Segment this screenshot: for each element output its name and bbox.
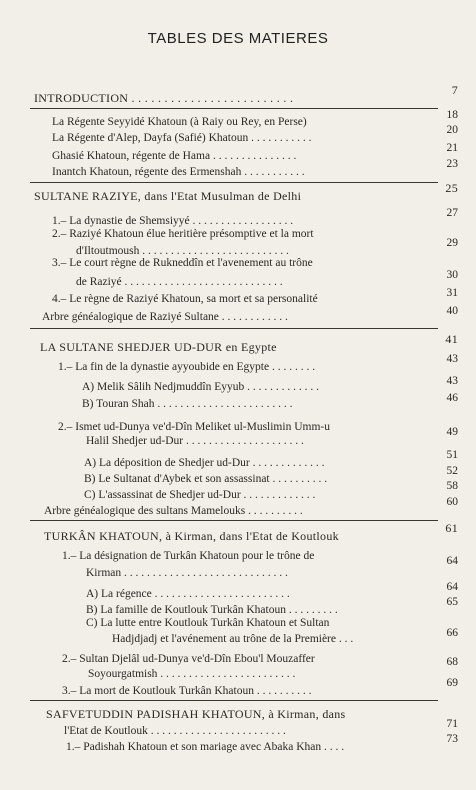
toc-entry bbox=[0, 677, 476, 698]
toc-entry-page: 7 bbox=[451, 83, 458, 97]
toc-entry bbox=[0, 652, 476, 666]
toc-entry-page: 23 bbox=[446, 158, 458, 170]
toc-entry-text: A) Melik Sâlih Nedjmuddîn Eyyub . . . . . . . . . . . . . bbox=[82, 381, 320, 393]
toc-entry bbox=[0, 465, 476, 486]
toc-entry-page: 25 bbox=[445, 181, 458, 195]
toc-entry bbox=[0, 124, 476, 145]
toc-entry-page: 58 bbox=[446, 480, 458, 492]
toc-entry bbox=[0, 181, 476, 203]
toc-entry-text: 1.– La fin de la dynastie ayyoubide en Egypte . . . . . . . . bbox=[58, 361, 316, 373]
toc-entry-page: 66 bbox=[446, 627, 458, 639]
toc-entry-text: 4.– Le règne de Raziyé Khatoun, sa mort et sa personalité bbox=[52, 293, 318, 305]
toc-entry-text: B) Touran Shah . . . . . . . . . . . . . . . . . . . . . . . . bbox=[82, 398, 293, 410]
toc-entry-text: 1.– Padishah Khatoun et son mariage avec Abaka Khan . . . . bbox=[66, 741, 345, 753]
toc-entry-page: 68 bbox=[446, 656, 458, 668]
toc-entry-text: 2.– Sultan Djelâl ud-Dunya ve'd-Dîn Ebou'l Mouzaffer bbox=[62, 653, 315, 665]
section-divider bbox=[30, 700, 438, 701]
toc-entry bbox=[0, 207, 476, 228]
toc-entry-text: d'Iltoutmoush . . . . . . . . . . . . . . . . . . . . . . . . . . bbox=[76, 245, 289, 257]
toc-entry bbox=[0, 596, 476, 617]
toc-entry bbox=[0, 616, 476, 630]
toc-entry bbox=[0, 392, 476, 411]
toc-entry bbox=[0, 449, 476, 470]
toc-entry-text: de Raziyé . . . . . . . . . . . . . . . . . . . . . . . . . . . . bbox=[76, 276, 283, 288]
toc-entry-text: Soyourgatmish . . . . . . . . . . . . . . . . . . . . . . . . bbox=[88, 668, 296, 680]
toc-entry-text: SULTANE RAZIYE, dans l'Etat Musulman de Delhi bbox=[34, 189, 302, 203]
toc-entry-text: A) La déposition de Shedjer ud-Dur . . . . . . . . . . . . . bbox=[84, 457, 325, 469]
page-title: TABLES DES MATIERES bbox=[147, 30, 329, 47]
toc-entry bbox=[0, 707, 476, 721]
toc-entry-page: 46 bbox=[446, 392, 458, 404]
toc-entry bbox=[0, 109, 476, 129]
toc-entry-text: Arbre généalogique de Raziyé Sultane . . . . . . . . . . . . bbox=[42, 311, 288, 323]
toc-entry bbox=[0, 581, 476, 601]
toc-entry-page: 21 bbox=[446, 142, 458, 154]
toc-entry bbox=[0, 733, 476, 754]
toc-entry bbox=[0, 332, 476, 354]
section-divider bbox=[30, 328, 438, 329]
section-divider bbox=[30, 182, 438, 183]
toc-entry bbox=[0, 269, 476, 289]
toc-entry-page: 65 bbox=[446, 596, 458, 608]
toc-entry-text: La Régente d'Alep, Dayfa (Safié) Khatoun . . . . . . . . . . . bbox=[52, 132, 312, 144]
toc-entry-text: Halil Shedjer ud-Dur . . . . . . . . . . . . . . . . . . . . . bbox=[86, 435, 304, 447]
toc-entry-text: B) La famille de Koutlouk Turkân Khatoun . . . . . . . . . bbox=[86, 604, 338, 616]
toc-entry-page: 41 bbox=[445, 332, 458, 346]
toc-entry-text: C) L'assassinat de Shedjer ud-Dur . . . . . . . . . . . . . bbox=[84, 489, 316, 501]
toc-entry bbox=[0, 420, 476, 434]
toc-entry-text: Arbre généalogique des sultans Mamelouks . . . . . . . . . . bbox=[44, 505, 303, 517]
toc-entry-page: 52 bbox=[446, 465, 458, 477]
toc-entry-text: 3.– La mort de Koutlouk Turkân Khatoun . . . . . . . . . . bbox=[62, 685, 312, 697]
toc-entry-page: 61 bbox=[445, 521, 458, 535]
toc-entry-page: 18 bbox=[446, 109, 458, 121]
toc-entry-page: 71 bbox=[446, 718, 458, 730]
toc-entry-text: Hadjdjadj et l'avénement au trône de la Première . . . bbox=[112, 633, 354, 645]
toc-entry bbox=[0, 158, 476, 179]
toc-entry bbox=[0, 480, 476, 502]
toc-entry bbox=[0, 353, 476, 374]
toc-entry bbox=[0, 375, 476, 394]
toc-entry-text: La Régente Seyyidé Khatoun (à Raiy ou Rey, en Perse) bbox=[52, 116, 307, 128]
toc-entry-page: 43 bbox=[446, 375, 458, 387]
toc-entry-text: LA SULTANE SHEDJER UD-DUR en Egypte bbox=[40, 340, 277, 354]
toc-entry bbox=[0, 227, 476, 241]
toc-entry bbox=[0, 496, 476, 518]
toc-entry-text: TURKÂN KHATOUN, à Kirman, dans l'Etat de Koutlouk bbox=[44, 529, 339, 543]
toc-entry bbox=[0, 718, 476, 738]
toc-entry-page: 43 bbox=[446, 353, 458, 365]
toc-entry bbox=[0, 521, 476, 543]
toc-entry-page: 69 bbox=[446, 677, 458, 689]
toc-entry bbox=[0, 627, 476, 646]
toc-entry-text: Kirman . . . . . . . . . . . . . . . . . . . . . . . . . . . . . bbox=[86, 567, 288, 579]
toc-entry bbox=[0, 287, 476, 306]
toc-entry-page: 60 bbox=[446, 496, 458, 508]
section-divider bbox=[30, 108, 438, 109]
toc-entry bbox=[0, 305, 476, 324]
toc-entry-text: B) Le Sultanat d'Aybek et son assassinat . . . . . . . . . . bbox=[84, 473, 328, 485]
toc-entry-page: 30 bbox=[446, 269, 458, 281]
toc-entry-page: 29 bbox=[446, 237, 458, 249]
toc-entry bbox=[0, 83, 476, 105]
toc-entry-text: C) La lutte entre Koutlouk Turkân Khatoun et Sultan bbox=[86, 617, 330, 629]
toc-entry-page: 64 bbox=[446, 581, 458, 593]
toc-entry-text: l'Etat de Koutlouk . . . . . . . . . . . . . . . . . . . . . . . . bbox=[64, 725, 286, 737]
toc-entry-text: 1.– La dynastie de Shemsiyyé . . . . . . . . . . . . . . . . . . bbox=[52, 215, 294, 227]
toc-entry bbox=[0, 549, 476, 563]
toc-entry-text: Inantch Khatoun, régente des Ermenshah . . . . . . . . . . . bbox=[52, 166, 305, 178]
toc-entry-text: 2.– Ismet ud-Dunya ve'd-Dîn Meliket ul-Muslimin Umm-u bbox=[58, 421, 330, 433]
toc-entry-page: 49 bbox=[446, 426, 458, 438]
toc-entry-page: 31 bbox=[446, 287, 458, 299]
toc-entry-page: 51 bbox=[446, 449, 458, 461]
toc-entry-page: 73 bbox=[446, 733, 458, 745]
toc-entry-text: 3.– Le court règne de Rukneddîn et l'avenement au trône bbox=[52, 257, 313, 269]
toc-entry-text: 2.– Raziyé Khatoun élue heritière présomptive et la mort bbox=[52, 228, 314, 240]
toc-entry-text: A) La régence . . . . . . . . . . . . . . . . . . . . . . . . bbox=[86, 588, 290, 600]
toc-entry-text: Ghasié Khatoun, régente de Hama . . . . . . . . . . . . . . . bbox=[52, 150, 297, 162]
toc-entry-page: 40 bbox=[446, 305, 458, 317]
toc-entry-page: 64 bbox=[446, 555, 458, 567]
toc-entry-page: 27 bbox=[446, 207, 458, 219]
toc-entry-text: INTRODUCTION . . . . . . . . . . . . . . . . . . . . . . . . . bbox=[34, 91, 294, 105]
section-divider bbox=[30, 520, 438, 521]
toc-entry-page: 20 bbox=[446, 124, 458, 136]
toc-entry-text: 1.– La désignation de Turkân Khatoun pour le trône de bbox=[62, 550, 315, 562]
toc-entry bbox=[0, 256, 476, 270]
toc-entry bbox=[0, 142, 476, 163]
toc-entry-text: SAFVETUDDIN PADISHAH KHATOUN, à Kirman, dans bbox=[46, 707, 346, 721]
